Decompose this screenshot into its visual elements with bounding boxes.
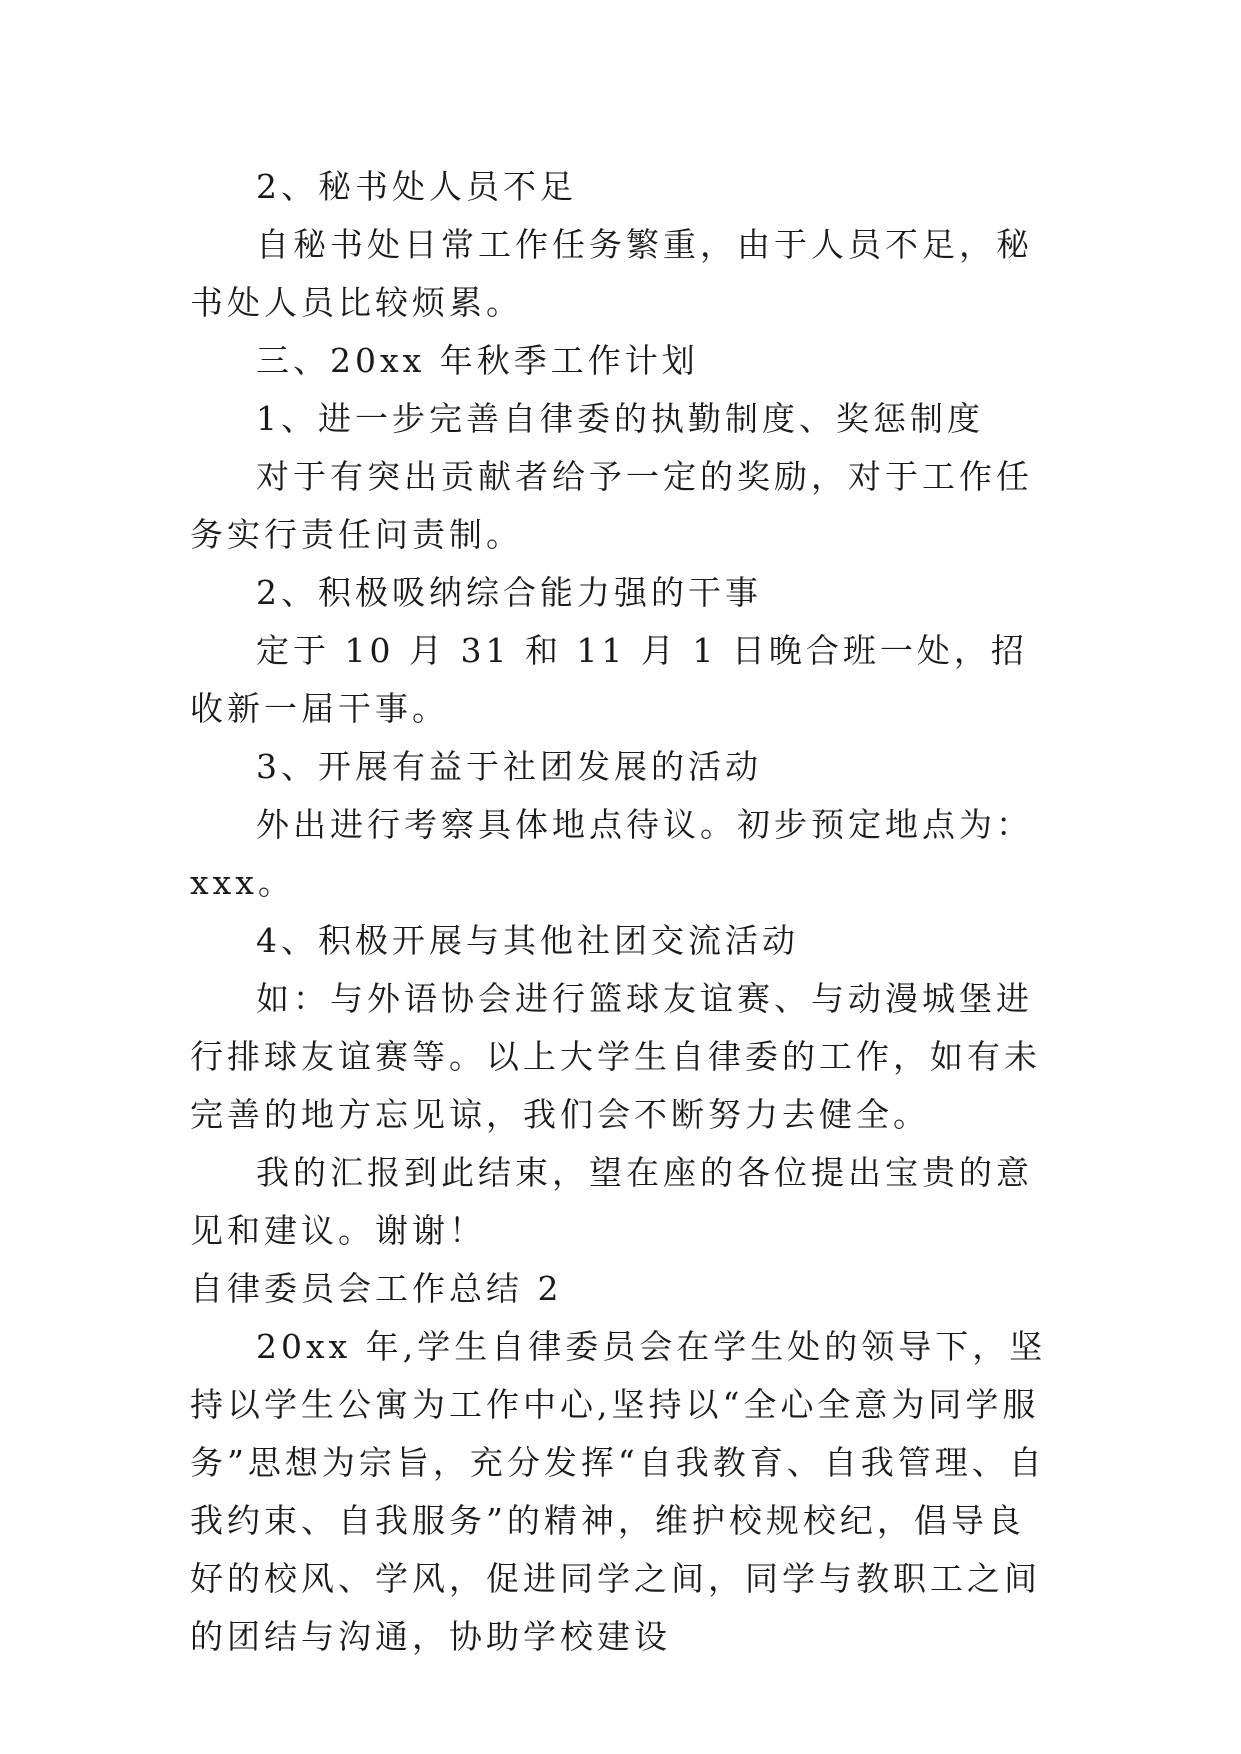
document-page <box>190 158 1050 1666</box>
paragraph-recruit-details: 定于 10 月 31 和 11 月 1 日晚合班一处，招收新一届干事。 <box>190 631 1028 728</box>
paragraph-activities-details: 外出进行考察具体地点待议。初步预定地点为：xxx。 <box>190 805 1033 902</box>
paragraph-heading-recruit: 2、积极吸纳综合能力强的干事 <box>256 573 762 612</box>
paragraph-exchange-details: 如：与外语协会进行篮球友谊赛、与动漫城堡进行排球友谊赛等。以上大学生自律委的工作，如有未完善的地方忘见谅，我们会不断努力去健全。 <box>190 979 1041 1134</box>
paragraph-closing: 我的汇报到此结束，望在座的各位提出宝贵的意见和建议。谢谢！ <box>190 1153 1033 1250</box>
paragraph-heading-exchange: 4、积极开展与其他社团交流活动 <box>256 921 799 960</box>
paragraph-heading-activities: 3、开展有益于社团发展的活动 <box>256 747 762 786</box>
paragraph-heading-secretariat-shortage: 2、秘书处人员不足 <box>256 167 577 206</box>
paragraph-summary-2-body: 20xx 年,学生自律委员会在学生处的领导下，坚持以学生公寓为工作中心,坚持以“全心全意为同学服务”思想为宗旨，充分发挥“自我教育、自我管理、自我约束、自我服务”的精神，维护校规校纪，倡导良好的校风、学风，促进同学之间，同学与教职工之间的团结与沟通，协助学校建设 <box>190 1327 1047 1656</box>
section-title-summary-2: 自律委员会工作总结 2 <box>190 1269 563 1308</box>
paragraph-heading-autumn-plan: 三、20xx 年秋季工作计划 <box>256 341 699 380</box>
paragraph-heading-improve-system: 1、进一步完善自律委的执勤制度、奖惩制度 <box>256 399 984 438</box>
paragraph-secretariat-details: 自秘书处日常工作任务繁重，由于人员不足，秘书处人员比较烦累。 <box>190 225 1033 322</box>
paragraph-reward-details: 对于有突出贡献者给予一定的奖励，对于工作任务实行责任问责制。 <box>190 457 1033 554</box>
